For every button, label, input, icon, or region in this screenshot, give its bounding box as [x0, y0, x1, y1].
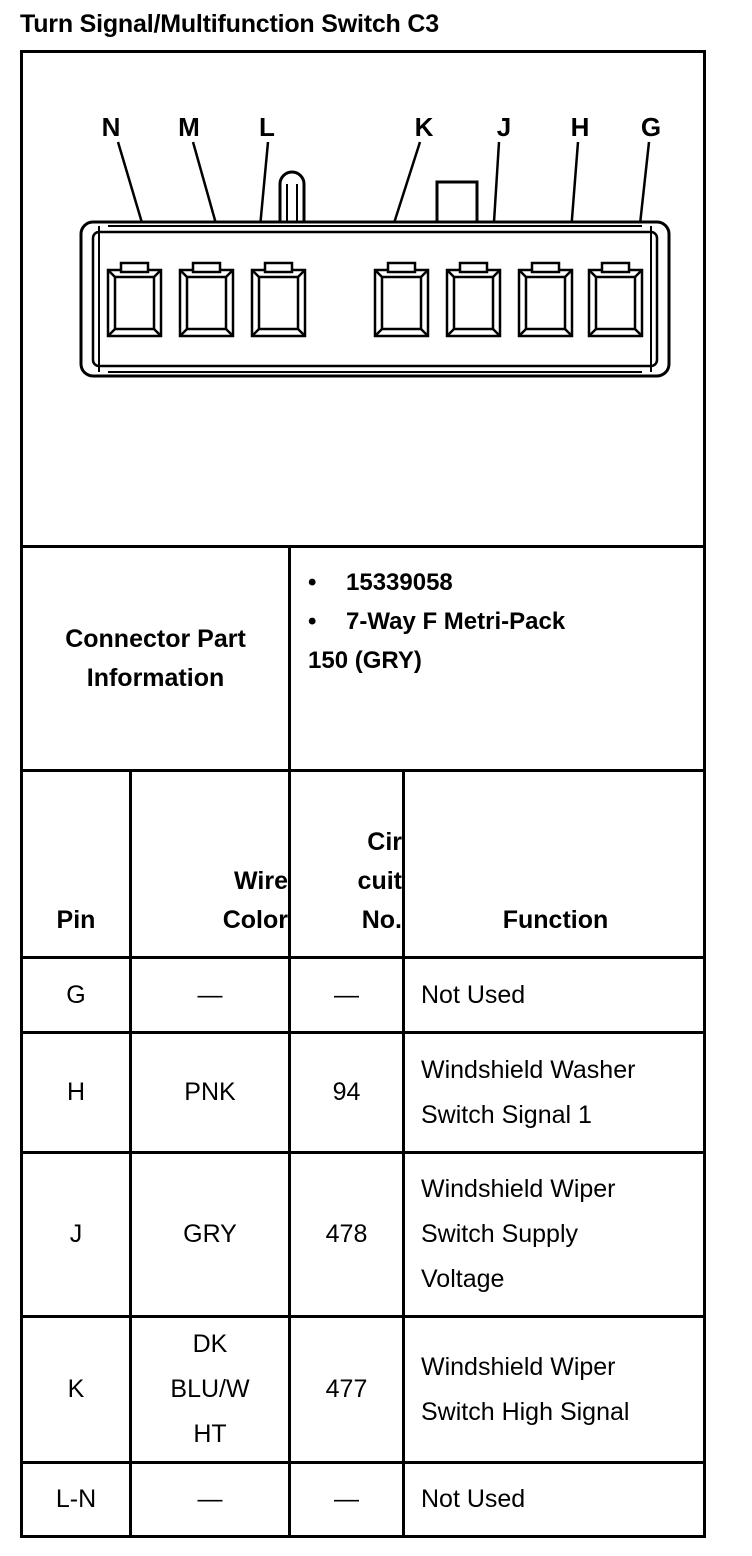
table-row-function — [405, 1154, 706, 1315]
pin-value: K — [67, 1375, 85, 1403]
pin-label-j: J — [496, 112, 512, 142]
function-value: Switch Signal 1 — [421, 1100, 592, 1129]
wire-value: — — [197, 980, 223, 1009]
table-row-pin — [23, 959, 129, 1031]
header-pin-text: Pin — [56, 906, 96, 934]
connector-description: 7-Way F Metri-Pack — [346, 608, 566, 635]
cavity-n — [108, 263, 161, 336]
header-wire-text: Color — [222, 906, 288, 934]
table-row-circuit — [291, 1464, 402, 1535]
function-value: Windshield Wiper — [421, 1175, 616, 1203]
table-row-pin — [23, 1034, 129, 1151]
table-row-circuit — [291, 959, 402, 1031]
table-row-wire — [132, 1318, 288, 1461]
pin-label-h: H — [570, 112, 590, 142]
connector-part-label-line: Connector Part — [65, 624, 246, 653]
function-value: Switch High Signal — [421, 1397, 630, 1426]
table-row-pin — [23, 1154, 129, 1315]
pin-label-g: G — [640, 112, 662, 142]
table-row-function — [405, 959, 706, 1031]
pin-label-k: K — [414, 112, 434, 142]
table-row-function — [405, 1464, 706, 1535]
circuit-value: 478 — [325, 1220, 368, 1248]
header-pin — [23, 772, 129, 956]
table-row-wire — [132, 1034, 288, 1151]
cavity-h — [519, 263, 572, 336]
wire-value: PNK — [184, 1078, 236, 1106]
header-circuit-text: Cir — [367, 828, 402, 856]
connector-part-label — [23, 548, 288, 769]
wire-value: GRY — [183, 1220, 237, 1248]
function-value: Voltage — [421, 1265, 505, 1293]
circuit-value: — — [334, 1485, 359, 1513]
part-number: 15339058 — [346, 569, 453, 596]
table-row-circuit — [291, 1034, 402, 1151]
wire-value: DK — [192, 1330, 228, 1358]
function-value: Not Used — [421, 980, 526, 1009]
pin-value: J — [69, 1220, 83, 1248]
table-row-wire — [132, 959, 288, 1031]
table-row-pin — [23, 1318, 129, 1461]
header-circuit-text: No. — [361, 906, 402, 934]
function-value: Windshield Washer — [421, 1055, 636, 1084]
table-row-circuit — [291, 1154, 402, 1315]
wire-value: HT — [193, 1420, 227, 1448]
cavity-m — [180, 263, 233, 336]
header-wire-text: Wire — [234, 867, 288, 895]
pin-value: G — [66, 980, 86, 1009]
header-circuit-no — [291, 772, 402, 956]
cavity-l — [252, 263, 305, 336]
function-value: Windshield Wiper — [421, 1352, 616, 1381]
table-row-function — [405, 1318, 706, 1461]
header-function — [405, 772, 706, 956]
table-row-wire — [132, 1154, 288, 1315]
wire-value: — — [197, 1485, 223, 1513]
function-value: Not Used — [421, 1485, 526, 1513]
wire-value: BLU/W — [170, 1375, 250, 1403]
cavity-k — [375, 263, 428, 336]
connector-part-info — [308, 563, 565, 680]
pin-label-l: L — [259, 112, 275, 142]
header-circuit-text: cuit — [357, 867, 402, 895]
pin-value: L-N — [55, 1485, 97, 1513]
cavity-j — [447, 263, 500, 336]
connector-lock-tab — [437, 182, 477, 224]
table-row-wire — [132, 1464, 288, 1535]
bullet: • — [308, 569, 317, 596]
table-row-pin — [23, 1464, 129, 1535]
function-value: Switch Supply — [421, 1220, 579, 1248]
pin-value: H — [66, 1078, 86, 1106]
table-row-function — [405, 1034, 706, 1151]
pin-label-m: M — [178, 112, 200, 142]
bullet: • — [308, 608, 317, 635]
pin-label-n: N — [101, 112, 121, 142]
header-wire-color — [132, 772, 288, 956]
circuit-value: — — [334, 980, 359, 1009]
cavity-g — [589, 263, 642, 336]
connector-face-diagram — [0, 0, 752, 545]
page-title: Turn Signal/Multifunction Switch C3 — [20, 10, 439, 38]
circuit-value: 477 — [325, 1375, 368, 1403]
table-row-circuit — [291, 1318, 402, 1461]
connector-part-label-line: Information — [86, 663, 225, 692]
connector-description-cont: 150 (GRY) — [308, 647, 422, 674]
header-function-text: Function — [502, 906, 609, 934]
circuit-value: 94 — [332, 1078, 361, 1106]
